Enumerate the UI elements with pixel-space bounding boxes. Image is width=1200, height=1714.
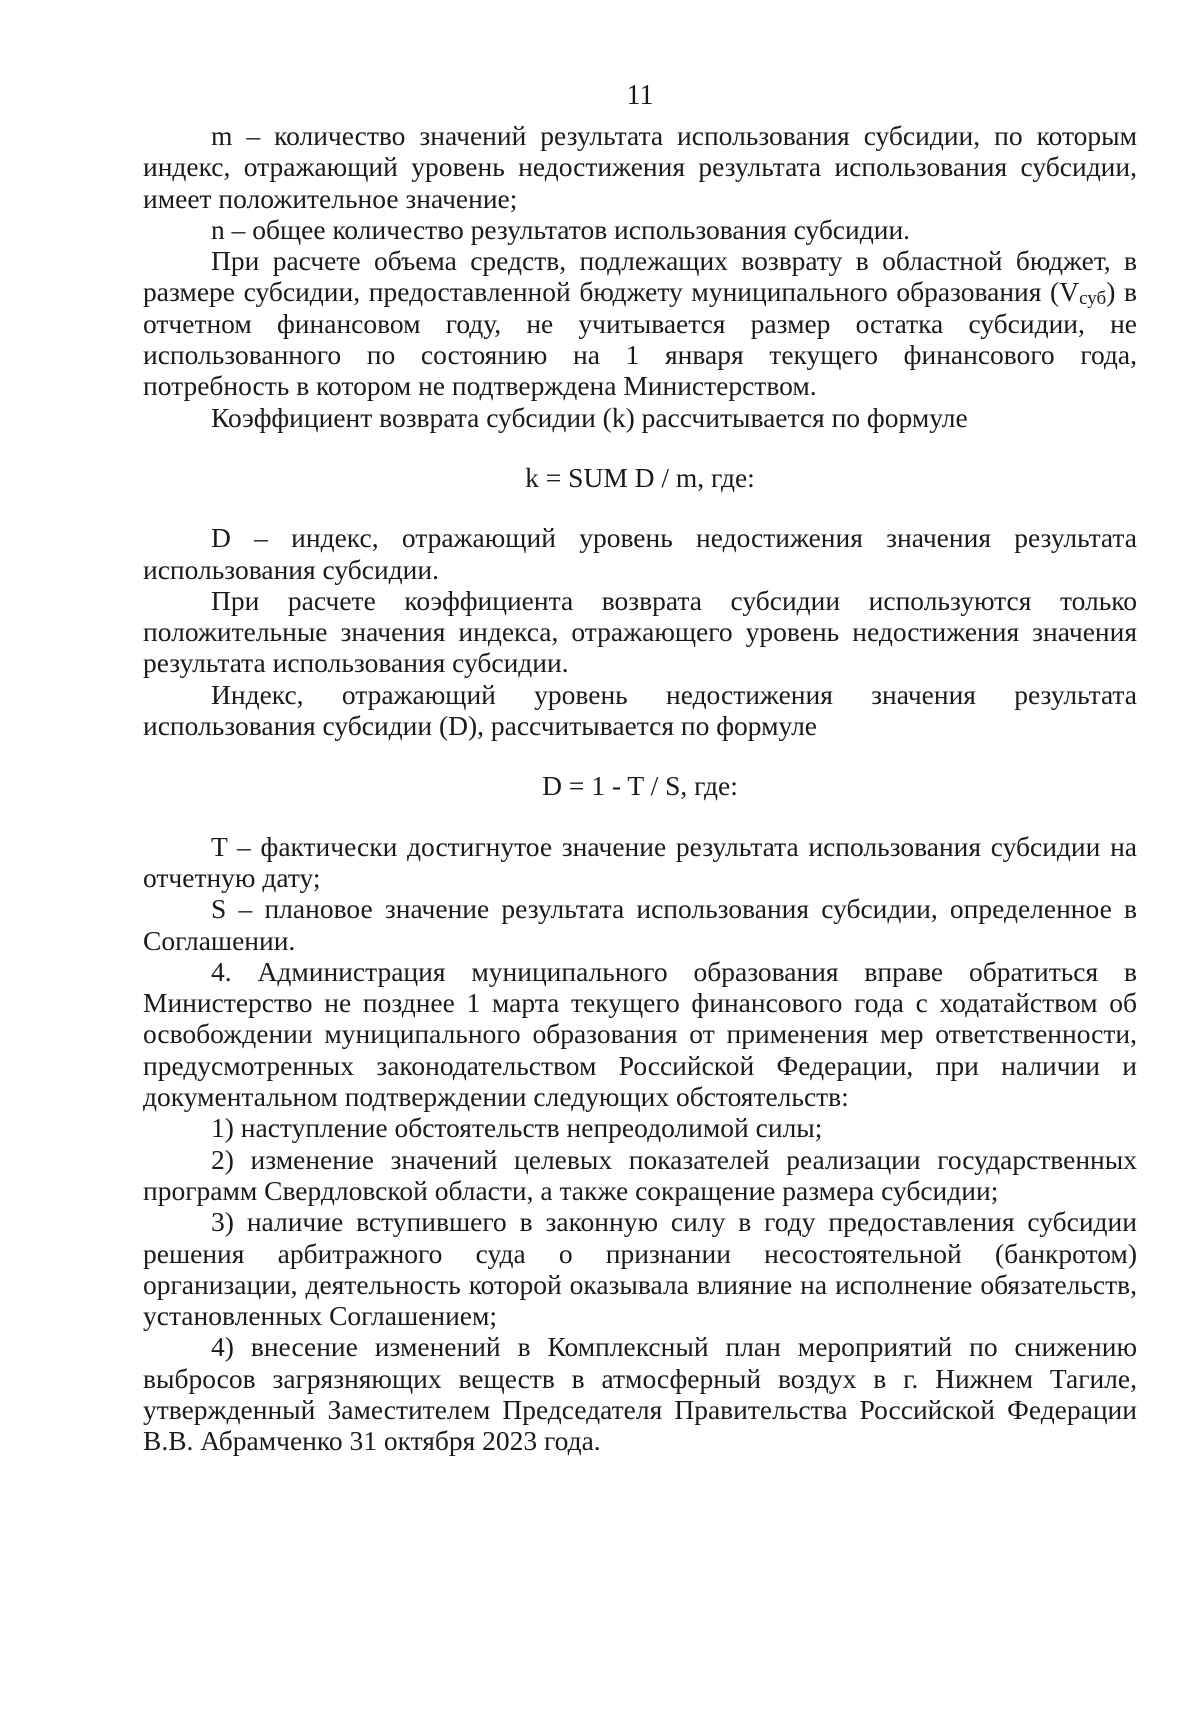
- paragraph-s-definition: S – плановое значение результата использования субсидии, определенное в Соглашении.: [143, 893, 1137, 956]
- paragraph-section-4: 4. Администрация муниципального образования вправе обратиться в Министерство не позднее 1 марта текущего финансового года с ходатайством об освобождении муниципального образования от применения мер ответственности, предусмотренных законодательством Российской Федерации, при наличии и документальном подтверждении следующих обстоятельств:: [143, 955, 1137, 1113]
- paragraph-text: ) в отчетном финансовом году, не учитывается размер остатка субсидии, не использованного по состоянию на 1 января текущего финансового года, потребность в котором не подтверждена Министерством.: [143, 276, 1137, 402]
- paragraph-text: При расчете объема средств, подлежащих возврату в областной бюджет, в размере субсидии, предоставленной бюджету муниципального образования (V: [143, 245, 1137, 308]
- list-item-2: 2) изменение значений целевых показателей реализации государственных программ Свердловской области, а также сокращение размера субсидии;: [143, 1143, 1137, 1206]
- paragraph-positive-values: При расчете коэффициента возврата субсидии используются только положительные значения индекса, отражающего уровень недостижения значения результата использования субсидии.: [143, 584, 1137, 679]
- paragraph-m-definition: m – количество значений результата использования субсидии, по которым индекс, отражающий уровень недостижения результата использования субсидии, имеет положительное значение;: [143, 120, 1137, 214]
- paragraph-d-definition: D – индекс, отражающий уровень недостижения значения результата использования субсидии.: [143, 522, 1137, 585]
- paragraph-t-definition: T – фактически достигнутое значение результата использования субсидии на отчетную дату;: [143, 830, 1137, 893]
- paragraph-coefficient-intro: Коэффициент возврата субсидии (k) рассчитывается по формуле: [211, 401, 968, 433]
- page-number: 11: [626, 80, 654, 111]
- paragraph-index-intro: Индекс, отражающий уровень недостижения значения результата использования субсидии (D), рассчитывается по формуле: [143, 678, 1137, 742]
- list-item-3: 3) наличие вступившего в законную силу в году предоставления субсидии решения арбитражного суда о признании несостоятельной (банкротом) организации, деятельность которой оказывала влияние на исполнение обязательств, установленных Соглашением;: [143, 1206, 1137, 1332]
- paragraph-return-calculation: [143, 245, 1137, 401]
- list-item-1: 1) наступление обстоятельств непреодолимой силы;: [211, 1112, 823, 1144]
- paragraph-n-definition: n – общее количество результатов использования субсидии.: [211, 213, 911, 245]
- document-body: [143, 120, 1137, 1457]
- list-item-4: 4) внесение изменений в Комплексный план мероприятий по снижению выбросов загрязняющих веществ в атмосферный воздух в г. Нижнем Тагиле, утвержденный Заместителем Председателя Правительства Российской Федерации В.В. Абрамченко 31 октября 2023 года.: [143, 1331, 1137, 1457]
- formula-d: D = 1 - T / S, где:: [542, 770, 738, 802]
- subscript-sub: суб: [1079, 288, 1107, 310]
- formula-k: k = SUM D / m, где:: [525, 461, 755, 493]
